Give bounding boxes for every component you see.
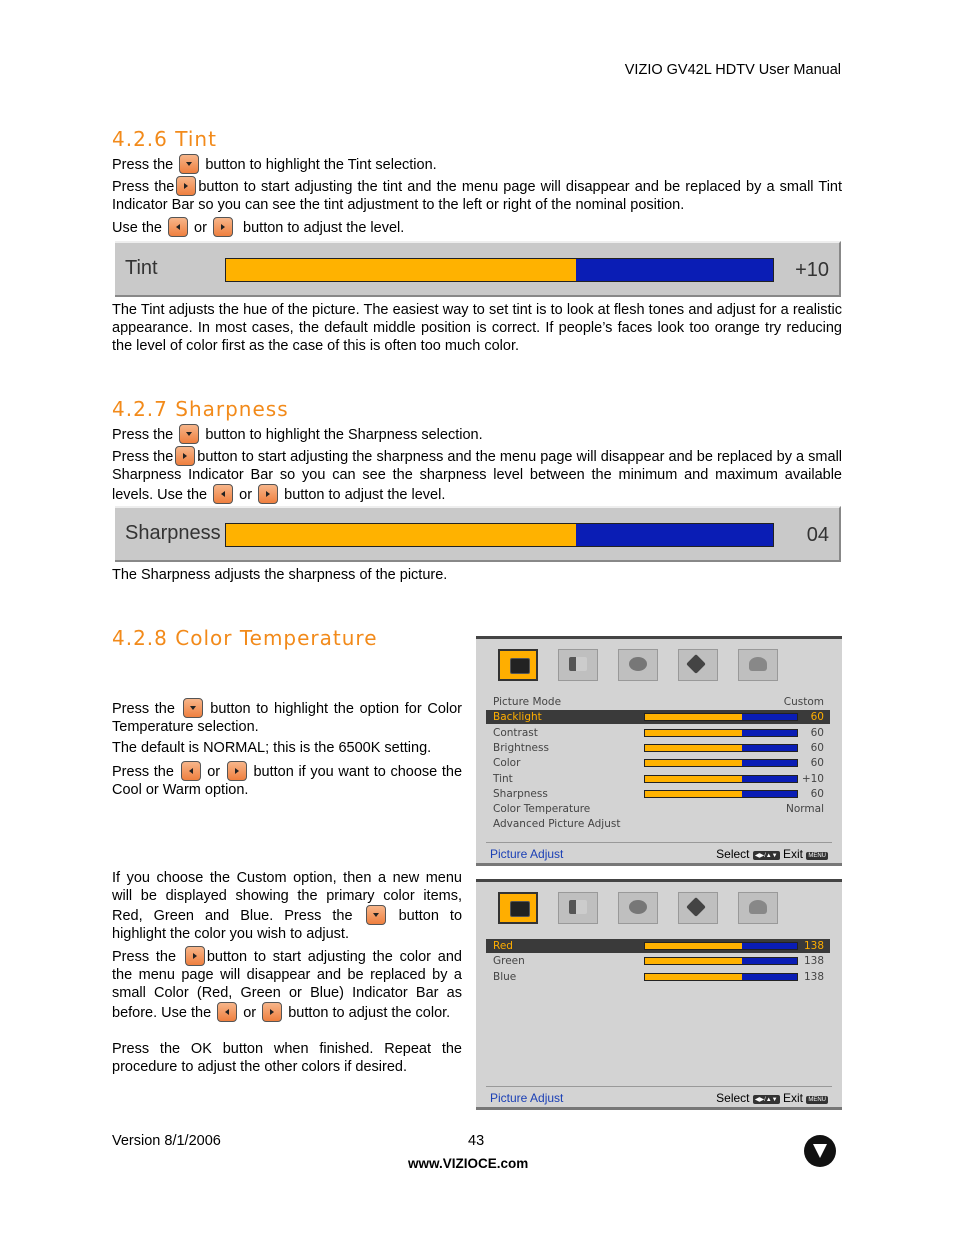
menu-row-level-bar xyxy=(644,790,798,798)
parental-tab-icon xyxy=(738,649,778,681)
tint-description: The Tint adjusts the hue of the picture. The easiest way to set tint is to look at flesh tones and adjust for a realistic appearance. In most cases, the default middle position is correct. If people’s faces look too orange try reducing the level of color first as the case of this is often too much color. xyxy=(112,302,842,354)
menu-row-value: 138 xyxy=(803,940,824,952)
tools-tab-icon xyxy=(678,649,718,681)
menu-row-level-fill xyxy=(645,974,742,980)
menu-row-level-fill xyxy=(645,730,742,736)
menu-row-level-bar xyxy=(644,973,798,981)
footer-page-number: 43 xyxy=(468,1133,485,1149)
sharpness-indicator-bar xyxy=(115,506,841,562)
menu-footer-hints: Select ◀▶/▲▼ Exit MENU xyxy=(716,847,826,861)
menu-row-level-bar xyxy=(644,942,798,950)
menu-row-sharpness[interactable] xyxy=(486,787,830,801)
arrow-keys-icon: ◀▶/▲▼ xyxy=(754,853,778,859)
left-arrow-button-icon xyxy=(213,484,233,504)
menu-row-label: Tint xyxy=(493,772,513,785)
sharpness-bar-label: Sharpness xyxy=(125,522,221,544)
down-arrow-button-icon xyxy=(179,154,199,174)
menu-row-level-fill xyxy=(645,745,742,751)
menu-row-value: 60 xyxy=(810,711,824,724)
menu-row-level-bar xyxy=(644,713,798,721)
menu-row-green[interactable] xyxy=(486,954,830,968)
menu-row-color[interactable] xyxy=(486,756,830,770)
menu-row-red[interactable] xyxy=(486,939,830,953)
arrow-keys-icon: ◀▶/▲▼ xyxy=(754,1097,778,1103)
menu-row-value: 60 xyxy=(810,787,824,800)
right-arrow-button-icon xyxy=(175,446,195,466)
menu-key-icon: MENU xyxy=(808,1097,826,1103)
right-arrow-button-icon xyxy=(213,217,233,237)
footer-url: www.VIZIOCE.com xyxy=(408,1156,529,1171)
menu-row-level-fill xyxy=(645,760,742,766)
menu-row-label: Backlight xyxy=(493,711,542,724)
menu-row-label: Brightness xyxy=(493,741,549,754)
menu-row-value: 138 xyxy=(803,955,824,968)
picture-tab-icon xyxy=(498,649,538,681)
color-temp-heading: 4.2.8 Color Temperature xyxy=(112,626,378,650)
menu-row-level-fill xyxy=(645,776,742,782)
color-temp-para-5: Press the button to start adjusting the color and the menu page will disappear and be replaced by a small Color (Red, Green or Blue) Indicator Bar as before. Use the or button to adjust the color. xyxy=(112,946,462,1022)
menu-footer-hints: Select ◀▶/▲▼ Exit MENU xyxy=(716,1091,826,1105)
audio-tab-icon xyxy=(558,649,598,681)
menu-row-label: Color xyxy=(493,757,521,770)
menu-footer-title: Picture Adjust xyxy=(490,1091,564,1105)
down-arrow-button-icon xyxy=(183,698,203,718)
vizio-logo-icon xyxy=(804,1135,836,1167)
color-temp-para-2: The default is NORMAL; this is the 6500K setting. xyxy=(112,740,432,756)
tint-bar-label: Tint xyxy=(125,257,158,279)
menu-row-value: Normal xyxy=(786,803,824,816)
menu-row-label: Color Temperature xyxy=(493,803,591,816)
right-arrow-button-icon xyxy=(185,946,205,966)
picture-adjust-menu xyxy=(476,636,842,866)
left-arrow-button-icon xyxy=(181,761,201,781)
sharpness-bar-value: 04 xyxy=(806,524,829,546)
tint-bar-track xyxy=(225,258,774,282)
menu-row-level-fill xyxy=(645,958,742,964)
menu-row-value: 138 xyxy=(803,970,824,983)
setup-tab-icon xyxy=(618,892,658,924)
left-arrow-button-icon xyxy=(217,1002,237,1022)
header-title: VIZIO GV42L HDTV User Manual xyxy=(624,62,841,78)
setup-tab-icon xyxy=(618,649,658,681)
footer-version: Version 8/1/2006 xyxy=(112,1133,221,1149)
picture-tab-icon xyxy=(498,892,538,924)
menu-row-label: Contrast xyxy=(493,726,538,739)
menu-row-label: Red xyxy=(493,940,513,952)
menu-row-level-bar xyxy=(644,775,798,783)
menu-row-label: Picture Mode xyxy=(493,696,562,708)
menu-row-value: 60 xyxy=(810,757,824,770)
menu-row-label: Green xyxy=(493,955,525,968)
tint-bar-fill xyxy=(226,259,576,281)
menu-row-tint[interactable] xyxy=(486,772,830,786)
right-arrow-button-icon xyxy=(262,1002,282,1022)
menu-row-level-fill xyxy=(645,714,742,720)
menu-row-label: Advanced Picture Adjust xyxy=(493,818,621,831)
menu-row-label: Sharpness xyxy=(493,787,548,800)
color-temp-para-1: Press the button to highlight the option for Color Temperature selection. xyxy=(112,698,462,736)
tint-para-1: Press the button to highlight the Tint selection. xyxy=(112,154,842,174)
down-arrow-button-icon xyxy=(179,424,199,444)
menu-row-value: 60 xyxy=(810,741,824,754)
sharpness-bar-fill xyxy=(226,524,576,546)
menu-footer-title: Picture Adjust xyxy=(490,847,564,861)
tools-tab-icon xyxy=(678,892,718,924)
right-arrow-button-icon xyxy=(176,176,196,196)
menu-row-blue[interactable] xyxy=(486,970,830,984)
menu-row-value: +10 xyxy=(801,772,824,785)
color-temp-para-6: Press the OK button when finished. Repeat the procedure to adjust the other colors if desired. xyxy=(112,1041,462,1075)
sharpness-para-2: Press the button to start adjusting the sharpness and the menu page will disappear and be replaced by a small Sharpness Indicator Bar so you can see the sharpness level between the minimum and maximum available levels. Use the or button to adjust the level. xyxy=(112,446,842,504)
tint-indicator-bar xyxy=(115,241,841,297)
menu-row-value: 60 xyxy=(810,726,824,739)
menu-row-brightness[interactable] xyxy=(486,741,830,755)
color-temp-para-3: Press the or button if you want to choose the Cool or Warm option. xyxy=(112,761,462,799)
menu-footer xyxy=(486,1086,832,1107)
menu-footer xyxy=(486,842,832,863)
menu-row-advanced-picture-adjust[interactable] xyxy=(486,817,830,831)
tint-para-2: Press the button to start adjusting the tint and the menu page will disappear and be replaced by a small Tint Indicator Bar so you can see the tint adjustment to the left or right of the nominal position. xyxy=(112,176,842,214)
menu-row-value: Custom xyxy=(783,696,824,708)
menu-row-level-bar xyxy=(644,759,798,767)
color-adjust-menu xyxy=(476,879,842,1110)
tint-heading: 4.2.6 Tint xyxy=(112,127,217,151)
menu-row-color-temperature[interactable] xyxy=(486,802,830,816)
menu-row-level-fill xyxy=(645,791,742,797)
parental-tab-icon xyxy=(738,892,778,924)
audio-tab-icon xyxy=(558,892,598,924)
menu-row-contrast[interactable] xyxy=(486,726,830,740)
tint-bar-value: +10 xyxy=(795,259,829,281)
left-arrow-button-icon xyxy=(168,217,188,237)
sharpness-bar-track xyxy=(225,523,774,547)
menu-key-icon: MENU xyxy=(808,853,826,859)
menu-row-level-bar xyxy=(644,744,798,752)
right-arrow-button-icon xyxy=(227,761,247,781)
sharpness-para-1: Press the button to highlight the Sharpness selection. xyxy=(112,424,842,444)
down-arrow-button-icon xyxy=(366,905,386,925)
menu-row-backlight[interactable] xyxy=(486,710,830,724)
menu-row-picture-mode[interactable] xyxy=(486,695,830,709)
sharpness-heading: 4.2.7 Sharpness xyxy=(112,397,289,421)
sharpness-description: The Sharpness adjusts the sharpness of the picture. xyxy=(112,567,448,583)
right-arrow-button-icon xyxy=(258,484,278,504)
menu-row-level-bar xyxy=(644,729,798,737)
menu-row-level-bar xyxy=(644,957,798,965)
tint-para-3: Use the or button to adjust the level. xyxy=(112,217,842,237)
menu-row-label: Blue xyxy=(493,970,517,983)
menu-row-level-fill xyxy=(645,943,742,949)
color-temp-para-4: If you choose the Custom option, then a new menu will be displayed showing the primary color items, Red, Green and Blue. Press the button to highlight the color you wish to adjust. xyxy=(112,870,463,942)
